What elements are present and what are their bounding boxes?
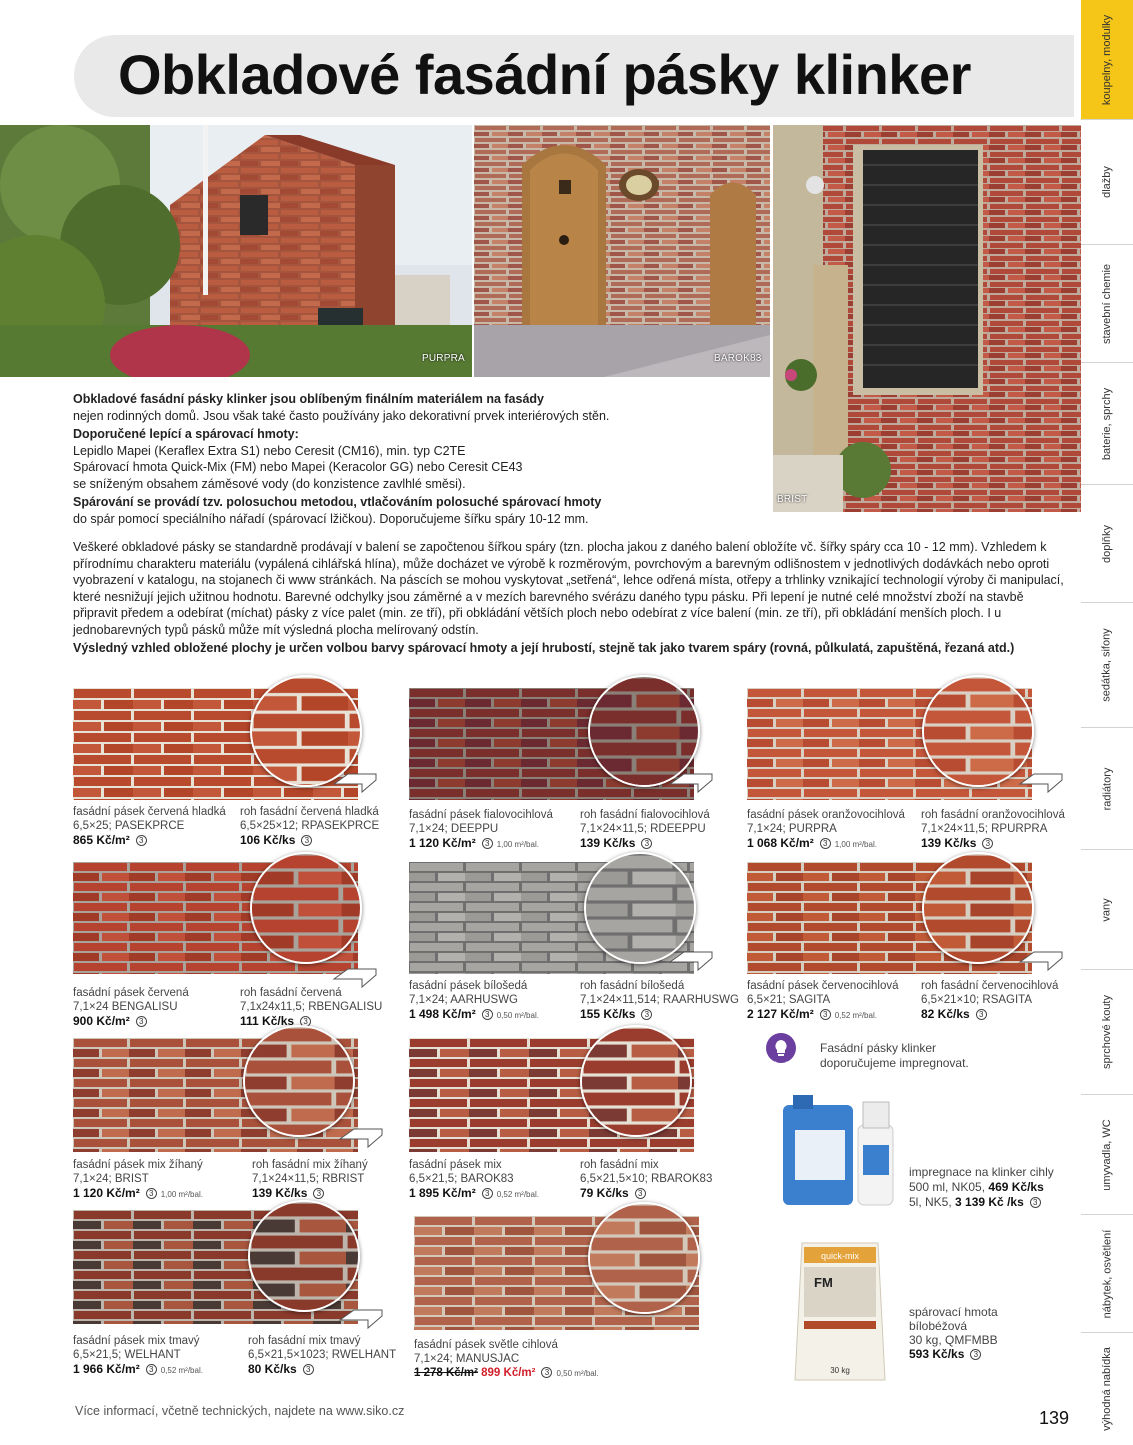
corner-icon	[338, 1308, 384, 1330]
product-rbrist	[252, 1158, 368, 1201]
product-name: fasádní pásek červená hladká	[73, 806, 226, 818]
product-price: 1 120 Kč/m²	[73, 1186, 140, 1200]
category-badge: 3	[482, 838, 493, 849]
corner-name: roh fasádní červenocihlová	[921, 980, 1059, 992]
impregnation-canister-illustration	[773, 1090, 903, 1210]
footer-text: Více informací, včetně technických, najdete na www.siko.cz	[75, 1404, 405, 1418]
product-rpasekprce	[240, 805, 379, 848]
pack-size: 0,52 m²/bal.	[834, 1011, 877, 1020]
intro-text	[73, 391, 773, 527]
category-badge: 3	[301, 835, 312, 846]
zoom-manusjac	[588, 1202, 700, 1314]
sidenav-tab-dlazby[interactable]	[1081, 120, 1133, 245]
corner-name: roh fasádní červená hladká	[240, 806, 379, 818]
sidenav-tab-label: umyvadla, WC	[1101, 1118, 1113, 1191]
product-aarhuswg	[409, 979, 539, 1023]
corner-icon	[668, 772, 714, 794]
zoom-aarhuswg	[584, 852, 696, 964]
corner-icon	[332, 772, 378, 794]
product-price: 1 068 Kč/m²	[747, 836, 814, 850]
corner-icon	[668, 950, 714, 972]
category-badge: 3	[982, 838, 993, 849]
product-rwelhant	[248, 1334, 396, 1377]
tip-badge-label: Rada	[770, 1060, 793, 1070]
photo-brist-window	[773, 125, 1081, 512]
corner-spec: 7,1x24x11,5; RBENGALISU	[240, 1001, 383, 1013]
corner-name: roh fasádní mix tmavý	[248, 1335, 361, 1347]
intro-heading-2: Doporučené lepící a spárovací hmoty:	[73, 427, 299, 441]
product-spec: 7,1×24; DEEPPU	[409, 823, 499, 835]
corner-price: 139 Kč/ks	[580, 836, 636, 850]
category-badge: 3	[136, 835, 147, 846]
product-spec: 6,5×21; SAGITA	[747, 994, 831, 1006]
grout-line-1: spárovací hmota	[909, 1305, 998, 1319]
zoom-bengalisu	[250, 852, 362, 964]
grout-bag-brand: quick-mix	[820, 1251, 860, 1261]
product-spec: 7,1×24; BRIST	[73, 1173, 149, 1185]
intro-line-4: se sníženým obsahem záměsové vody (do konzistence zavlhlé směsi).	[73, 476, 466, 491]
impregnation-size-1: 500 ml, NK05,	[909, 1180, 986, 1194]
corner-spec: 6,5×21×10; RSAGITA	[921, 994, 1033, 1006]
category-badge: 3	[641, 838, 652, 849]
product-price: 2 127 Kč/m²	[747, 1007, 814, 1021]
impregnation-line-1: impregnace na klinker cihly	[909, 1165, 1054, 1179]
zoom-deeppu	[588, 675, 700, 787]
corner-name: roh fasádní červená	[240, 987, 342, 999]
intro-line-5: do spár pomocí speciálního nářadí (spárovací lžičkou). Doporučujeme šířku spáry 10-12 mm.	[73, 511, 589, 526]
category-badge: 3	[1030, 1197, 1041, 1208]
sidenav-tab-label: sprchové kouty	[1101, 995, 1114, 1069]
category-badge: 3	[976, 1009, 987, 1020]
product-name: fasádní pásek mix žíhaný	[73, 1159, 203, 1171]
zoom-welhant	[248, 1200, 360, 1312]
photo-label-brist: BRIST	[777, 494, 808, 505]
category-badge: 3	[313, 1188, 324, 1199]
old-price: 1 278 Kč/m²	[414, 1367, 478, 1379]
corner-name: roh fasádní mix žíhaný	[252, 1159, 368, 1171]
zoom-purpra	[922, 675, 1034, 787]
product-price: 865 Kč/m²	[73, 833, 130, 847]
product-grout	[909, 1305, 998, 1361]
product-spec: 7,1×24 BENGALISU	[73, 1001, 178, 1013]
category-badge: 3	[541, 1367, 552, 1378]
photo-label-barok: BAROK83	[714, 353, 762, 364]
product-name: fasádní pásek oranžovocihlová	[747, 809, 905, 821]
category-badge: 3	[820, 838, 831, 849]
corner-name: roh fasádní mix	[580, 1159, 659, 1171]
corner-spec: 7,1×24×11,514; RAARHUSWG	[580, 994, 739, 1006]
sidenav-tab-label: stavební chemie	[1101, 263, 1114, 344]
house-illustration	[0, 125, 472, 377]
product-rbengalisu	[240, 986, 382, 1029]
product-rdeeppu	[580, 808, 710, 851]
corner-name: roh fasádní fialovocihlová	[580, 809, 710, 821]
corner-price: 139 Kč/ks	[921, 836, 977, 850]
product-price: 1 966 Kč/m²	[73, 1362, 140, 1376]
corner-price: 139 Kč/ks	[252, 1186, 308, 1200]
category-badge: 3	[482, 1188, 493, 1199]
product-name: fasádní pásek červená	[73, 987, 189, 999]
product-name: fasádní pásek mix	[409, 1159, 502, 1171]
description-bold-note: Výsledný vzhled obložené plochy je určen volbou barvy spárovací hmoty a její hrubostí, stejně tak jako tvarem spáry (rovná, půlkulatá, zapuštěná, řezaná atd.)	[73, 641, 1015, 655]
corner-icon	[338, 1127, 384, 1149]
impregnation-price-2: 3 139 Kč /ks	[955, 1195, 1024, 1209]
product-spec: 6,5×25; PASEKPRCE	[73, 820, 185, 832]
corner-price: 106 Kč/ks	[240, 833, 296, 847]
product-deeppu	[409, 808, 553, 852]
window-illustration	[773, 125, 1081, 512]
sidenav-tab-koupelny[interactable]	[1081, 0, 1133, 120]
photo-label-purpra: PURPRA	[422, 353, 465, 364]
page-number: 139	[1039, 1408, 1070, 1428]
intro-line-2: Lepidlo Mapei (Keraflex Extra S1) nebo Ceresit (CM16), min. typ C2TE	[73, 443, 466, 458]
product-bengalisu	[73, 986, 189, 1029]
sidenav-tab-baterie[interactable]	[1081, 363, 1133, 485]
corner-price: 79 Kč/ks	[580, 1186, 629, 1200]
sidenav-tab-label: nábytek, osvětlení	[1101, 1229, 1114, 1318]
product-spec: 7,1×24; AARHUSWG	[409, 994, 518, 1006]
description-paragraph	[73, 539, 1068, 657]
corner-spec: 6,5×25×12; RPASEKPRCE	[240, 820, 380, 832]
intro-line-3: Spárovací hmota Quick-Mix (FM) nebo Mapei (Keracolor GG) nebo Ceresit CE43	[73, 460, 523, 474]
sidenav-tab-label: koupelny, modulky	[1101, 14, 1114, 105]
category-badge: 3	[482, 1009, 493, 1020]
sidenav-tab-vany[interactable]	[1081, 850, 1133, 970]
zoom-brist	[243, 1025, 355, 1137]
corner-spec: 6,5×21,5×1023; RWELHANT	[248, 1349, 397, 1361]
pack-size: 1,00 m²/bal.	[160, 1190, 203, 1199]
impregnation-size-2: 5l, NK5,	[909, 1195, 952, 1209]
product-rpurpra	[921, 808, 1065, 851]
category-badge: 3	[820, 1009, 831, 1020]
corner-spec: 6,5×21,5×10; RBAROK83	[580, 1173, 713, 1185]
product-barok83	[409, 1158, 539, 1202]
category-badge: 3	[146, 1364, 157, 1375]
product-manusjac	[414, 1338, 599, 1381]
grout-bag-weight: 30 kg	[830, 1366, 850, 1375]
pack-size: 0,50 m²/bal.	[556, 1369, 599, 1378]
pack-size: 0,52 m²/bal.	[160, 1366, 203, 1375]
corner-spec: 7,1×24×11,5; RPURPRA	[921, 823, 1048, 835]
grout-line-2: bílobéžová	[909, 1319, 968, 1333]
photo-purpra-house	[0, 125, 472, 377]
sidenav-tab-label: výhodná nabídka	[1101, 1347, 1114, 1431]
sidenav-tab-radiatory[interactable]	[1081, 728, 1133, 850]
sidenav-tab-label: doplňky	[1100, 524, 1113, 563]
sidenav-tab-doplnky[interactable]	[1081, 485, 1133, 603]
sidenav-tab-label: radiátory	[1100, 767, 1113, 810]
product-name: fasádní pásek mix tmavý	[73, 1335, 200, 1347]
corner-price: 111 Kč/ks	[240, 1014, 295, 1028]
product-pasekprce	[73, 805, 226, 848]
tip-line-2: doporučujeme impregnovat.	[820, 1056, 969, 1070]
corner-spec: 7,1×24×11,5; RBRIST	[252, 1173, 365, 1185]
product-name: fasádní pásek fialovocihlová	[409, 809, 553, 821]
product-spec: 6,5×21,5; WELHANT	[73, 1349, 181, 1361]
product-impregnation	[909, 1165, 1054, 1210]
zoom-barok83	[580, 1025, 692, 1137]
product-name: fasádní pásek bílošedá	[409, 980, 528, 992]
intro-heading-1: Obkladové fasádní pásky klinker jsou oblíbeným finálním materiálem na fasády	[73, 392, 544, 406]
sidenav-tab-nabytek[interactable]	[1081, 1215, 1133, 1333]
corner-name: roh fasádní bílošedá	[580, 980, 685, 992]
pack-size: 0,52 m²/bal.	[496, 1190, 539, 1199]
sale-price: 899 Kč/m²	[481, 1367, 536, 1379]
grout-bag-illustration	[790, 1235, 890, 1385]
corner-name: roh fasádní oranžovocihlová	[921, 809, 1065, 821]
product-rbarok83	[580, 1158, 712, 1201]
product-rsagita	[921, 979, 1058, 1022]
zoom-pasekprce	[250, 675, 362, 787]
product-sagita	[747, 979, 899, 1023]
product-price: 1 498 Kč/m²	[409, 1007, 476, 1021]
product-welhant	[73, 1334, 203, 1378]
grout-price: 593 Kč/ks	[909, 1347, 965, 1361]
grout-line-3: 30 kg, QMFMBB	[909, 1333, 998, 1347]
category-badge: 3	[146, 1188, 157, 1199]
zoom-sagita	[922, 852, 1034, 964]
photo-barok-door	[474, 125, 770, 377]
corner-price: 155 Kč/ks	[580, 1007, 636, 1021]
sidenav-tab-label: dlažby	[1100, 166, 1113, 198]
category-badge: 3	[300, 1016, 311, 1027]
tip-line-1: Fasádní pásky klinker	[820, 1041, 937, 1055]
product-spec: 6,5×21,5; BAROK83	[409, 1173, 514, 1185]
product-brist	[73, 1158, 203, 1202]
corner-icon	[1018, 772, 1064, 794]
intro-heading-3: Spárování se provádí tzv. polosuchou metodou, vtlačováním polosuché spárovací hmoty	[73, 495, 602, 509]
corner-icon	[1018, 950, 1064, 972]
impregnation-price-1: 469 Kč/ks	[988, 1180, 1044, 1194]
category-badge: 3	[641, 1009, 652, 1020]
category-badge: 3	[136, 1016, 147, 1027]
door-illustration	[474, 125, 770, 377]
product-price: 1 895 Kč/m²	[409, 1186, 476, 1200]
corner-price: 82 Kč/ks	[921, 1007, 970, 1021]
product-purpra	[747, 808, 905, 852]
corner-price: 80 Kč/ks	[248, 1362, 297, 1376]
page-title: Obkladové fasádní pásky klinker	[118, 43, 971, 106]
product-name: fasádní pásek světle cihlová	[414, 1339, 558, 1351]
pack-size: 1,00 m²/bal.	[496, 840, 539, 849]
corner-spec: 7,1×24×11,5; RDEEPPU	[580, 823, 706, 835]
product-name: fasádní pásek červenocihlová	[747, 980, 899, 992]
sidenav-tab-vyhodna-nabidka[interactable]	[1081, 1333, 1133, 1445]
product-price: 1 120 Kč/m²	[409, 836, 476, 850]
sidenav-tab-umyvadla[interactable]	[1081, 1095, 1133, 1215]
product-raarhuswg	[580, 979, 739, 1022]
category-badge: 3	[970, 1349, 981, 1360]
product-spec: 7,1×24; PURPRA	[747, 823, 837, 835]
tip-text	[820, 1041, 969, 1071]
category-badge: 3	[303, 1364, 314, 1375]
sidenav-tab-sprchove-kouty[interactable]	[1081, 970, 1133, 1095]
product-price: 900 Kč/m²	[73, 1014, 130, 1028]
side-navigation	[1081, 0, 1133, 1445]
category-badge: 3	[635, 1188, 646, 1199]
pack-size: 0,50 m²/bal.	[496, 1011, 539, 1020]
pack-size: 1,00 m²/bal.	[834, 840, 877, 849]
product-spec: 7,1×24; MANUSJAC	[414, 1353, 520, 1365]
sidenav-tab-label: vany	[1101, 897, 1113, 922]
description-text: Veškeré obkladové pásky se standardně prodávají v balení se započtenou šířkou spáry (tzn. plocha jakou z daného balení obložíte vč. šířky spáry cca 10 - 12 mm). Vzhledem k přírodnímu charakteru materiálu (vypálená cihlářská hlína), může docházet ve výrobě k rozměrovým, povrchovým a barevným odlišnostem v jednotlivých dodávkách nebo oproti vyobrazení v katalogu, na stojanech či www stránkách. Na páscích se mohou vyskytovat „setřená“, lehce odřená místa, otřepy a trhlinky vznikající technologií výroby či manipulací, které nesnižují jejich užitnou hodnotu. Barevné odchylky jsou záměrné a v mezích barevného svérázu daného typu pásku. Při lepení je nutné celé množství zboží na stavbě připravit předem a odebírat (míchat) pásky z více palet (min. ze tří), při obkládání větších ploch nebo odebírat z více balení (min. ze tří), při obkládání menších ploch. I u jednobarevných typů pásků může mít výsledná plocha melírovaný odstín.	[73, 540, 1064, 637]
sidenav-tab-label: baterie, sprchy	[1101, 387, 1113, 460]
sidenav-tab-stavebni-chemie[interactable]	[1081, 245, 1133, 363]
sidenav-tab-sedatka[interactable]	[1081, 603, 1133, 728]
intro-line-1: nejen rodinných domů. Jsou však také často používány jako dekorativní prvek interiérových stěn.	[73, 408, 610, 423]
grout-bag-code: FM	[814, 1275, 833, 1290]
sidenav-tab-label: sedátka, sifony	[1101, 628, 1113, 702]
